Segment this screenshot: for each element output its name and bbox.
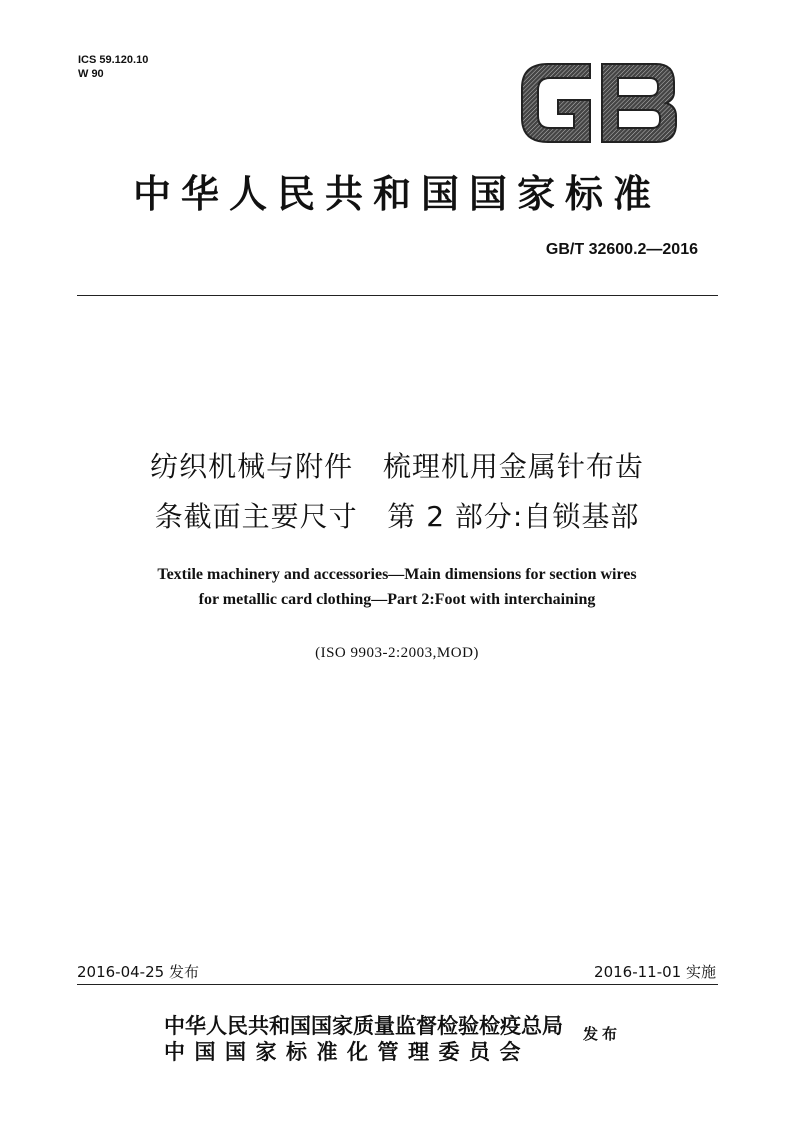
ics-classification	[78, 53, 148, 81]
chinese-title-line-1: 纺织机械与附件 梳理机用金属针布齿	[150, 450, 644, 483]
ccs-code: W 90	[78, 68, 104, 80]
issuer-aqsiq: 中华人民共和国国家质量监督检验检疫总局	[164, 1014, 563, 1038]
implementation-date: 2016-11-01 实施	[594, 963, 716, 981]
issuer-sac: 中国国家标准化管理委员会	[164, 1040, 530, 1064]
top-divider	[77, 295, 718, 296]
issue-date: 2016-04-25 发布	[77, 963, 199, 981]
english-title-line-1: Textile machinery and accessories—Main dimensions for section wires	[157, 566, 637, 583]
chinese-title-line-2: 条截面主要尺寸 第 2 部分:自锁基部	[154, 500, 640, 533]
publish-label: 发布	[583, 1025, 622, 1043]
ics-code: ICS 59.120.10	[78, 54, 149, 66]
english-title-line-2: for metallic card clothing—Part 2:Foot with interchaining	[198, 591, 596, 608]
iso-reference: (ISO 9903-2:2003,MOD)	[315, 645, 479, 661]
national-standard-title: 中华人民共和国国家标准	[132, 172, 661, 216]
standard-number: GB/T 32600.2—2016	[545, 241, 698, 258]
gb-logo	[518, 62, 678, 144]
bottom-divider	[77, 984, 718, 985]
